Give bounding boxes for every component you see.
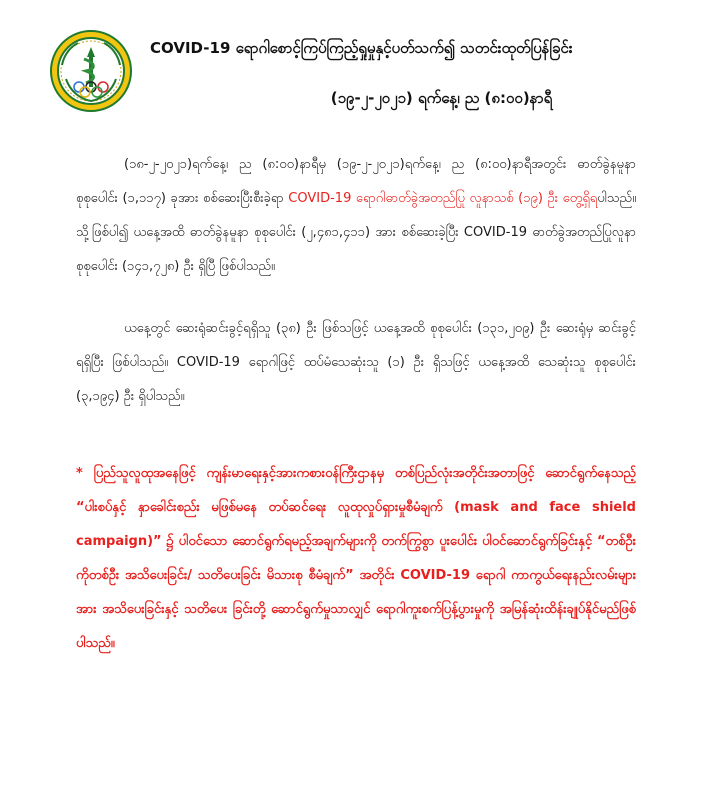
date-time-subtitle: (၁၉-၂-၂၀၂၁) ရက်နေ့၊ ည (၈:၀၀)နာရီ	[330, 89, 553, 107]
paragraph-recoveries-deaths	[76, 312, 636, 414]
page-title: COVID-19 ရောဂါစောင့်ကြပ်ကြည့်ရှုမှုနှင့်ပတ်သက်၍ သတင်းထုတ်ပြန်ခြင်း	[150, 39, 573, 57]
new-cases-highlight: COVID-19 ရောဂါဓာတ်ခွဲအတည်ပြု လူနာသစ် (၁၉) ဦး တွေ့ရှိရ	[288, 191, 598, 206]
campaign-notice	[76, 457, 636, 661]
paragraph1-text-end: ပါသည်။ သို့ဖြစ်ပါ၍ ယနေ့အထိ ဓာတ်ခွဲနမူနာ စုစုပေါင်း (၂,၄၈၁,၄၁၁) အား စစ်ဆေးခဲ့ပြီး COVID-19 ဓာတ်ခွဲအတည်ပြုလူနာ စုစုပေါင်း (၁၄၁,၇၂၈) ဦး ရှိပြီ ဖြစ်ပါသည်။	[76, 191, 636, 274]
paragraph-test-results	[76, 148, 636, 284]
paragraph2-text: ယနေ့တွင် ဆေးရုံဆင်းခွင့်ရရှိသူ (၃၈) ဦး ဖြစ်သဖြင့် ယနေ့အထိ စုစုပေါင်း (၁၃၁,၂၀၉) ဦး ဆေးရုံမှ ဆင်းခွင့် ရရှိပြီး ဖြစ်ပါသည်။ COVID-19 ရောဂါဖြင့် ထပ်မံသေဆုံးသူ (၁) ဦး ရှိသဖြင့် ယနေ့အထိ သေဆုံးသူ စုစုပေါင်း (၃,၁၉၄) ဦး ရှိပါသည်။	[76, 321, 636, 404]
notice-text: * ပြည်သူလူထုအနေဖြင့် ကျန်းမာရေးနှင့်အားကစားဝန်ကြီးဌာနမှ တစ်ပြည်လုံးအတိုင်းအတာဖြင့် ဆောင်ရွက်နေသည့် “ပါးစပ်နှင့် နှာခေါင်းစည်း မဖြစ်မနေ တပ်ဆင်ရေး လူထုလှုပ်ရှားမှုစီမံချက် (mask and face shield campaign)” ၌ ပါဝင်သော ဆောင်ရွက်ရမည့်အချက်များကို တက်ကြွစွာ ပူးပေါင်း ပါဝင်ဆောင်ရွက်ခြင်းနှင့် “တစ်ဦးကိုတစ်ဦး အသိပေးခြင်း/ သတိပေးခြင်း မိသားစု စီမံချက်” အတိုင်း COVID-19 ရောဂါ ကာကွယ်ရေးနည်းလမ်းများအား အသိပေးခြင်းနှင့် သတိပေး ခြင်းတို့ ဆောင်ရွက်မှုသာလျှင် ရောဂါကူးစက်ပြန့်ပွားမှုကို အမြန်ဆုံးထိန်းချုပ်နိုင်မည်ဖြစ်ပါသည်။	[76, 466, 636, 651]
paragraph1-text-start: (၁၈-၂-၂၀၂၁)ရက်နေ့၊ ည (၈:၀၀)နာရီမှ (၁၉-၂-၂၀၂၁)ရက်နေ့၊ ည (၈:၀၀)နာရီအတွင်း ဓာတ်ခွဲနမူနာစုစုပေါင်း (၁,၁၁၇) ခုအား စစ်ဆေးပြီးစီးခဲ့ရာ	[76, 157, 636, 206]
